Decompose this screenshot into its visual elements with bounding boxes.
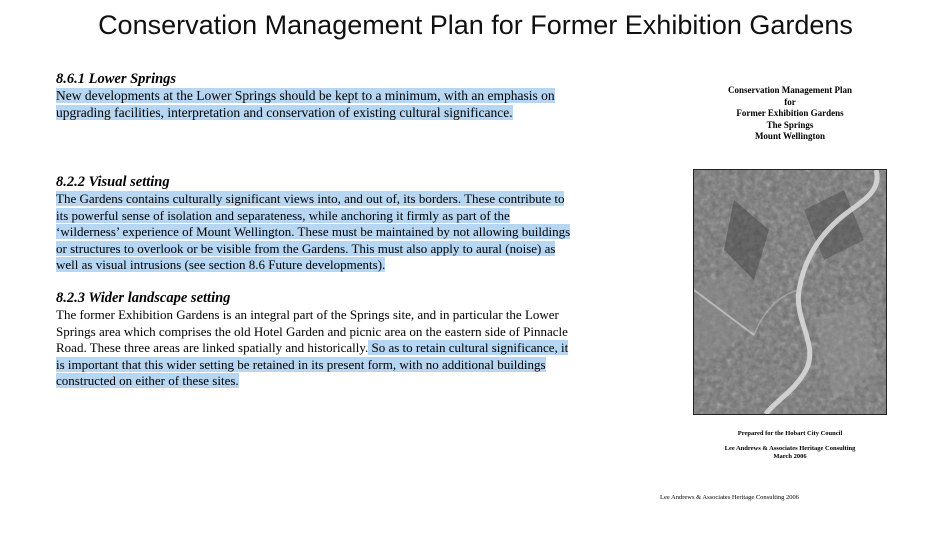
footer-credit: Lee Andrews & Associates Heritage Consulting 2006 [660,494,800,501]
highlighted-text[interactable]: The Gardens contains culturally significant views into, and out of, its borders. These contribute to [56,191,565,206]
highlighted-text[interactable]: or structures to overlook or be visible from the Gardens. This must also apply to aural (noise) as [56,240,556,256]
section-heading: 8.2.2 Visual setting [56,174,170,190]
highlighted-text[interactable]: upgrading facilities, interpretation and conservation of existing cultural significance. [56,104,513,120]
highlighted-text[interactable]: its powerful sense of isolation and separateness, while anchoring it firmly as part of the [56,207,510,223]
highlighted-text[interactable]: So as to retain cultural significance, it [368,340,569,355]
aerial-photo [693,169,887,415]
section-lower-springs [56,71,626,121]
highlighted-text[interactable]: ‘wilderness’ experience of Mount Wellington. These must be maintained by not allowing buildings [56,224,571,239]
highlighted-text[interactable]: New developments at the Lower Springs should be kept to a minimum, with an emphasis on [56,88,555,103]
report-cover [690,85,890,460]
slide-title: Conservation Management Plan for Former Exhibition Gardens [98,10,853,40]
section-wider-landscape [56,290,626,390]
section-body [56,88,626,121]
cover-title [690,85,890,143]
body-text: Road. These three areas are linked spatially and historically. [56,340,369,355]
section-heading: 8.2.3 Wider landscape setting [56,290,231,306]
section-visual-setting [56,174,626,274]
cover-date: March 2006 [773,453,807,460]
cover-author [690,445,890,461]
cover-title-line: for [784,96,796,107]
aerial-photo-graphic [694,170,886,414]
highlighted-text[interactable]: constructed on either of these sites. [56,373,239,388]
section-body [56,191,626,274]
highlighted-text[interactable]: well as visual intrusions (see section 8.6 Future developments). [56,257,386,272]
cover-prepared-for: Prepared for the Hobart City Council [737,430,843,437]
cover-title-line: The Springs [766,119,814,130]
highlighted-text[interactable]: is important that this wider setting be retained in its present form, with no additional buildings [56,356,546,372]
cover-author-line: Lee Andrews & Associates Heritage Consulting [724,445,856,452]
body-text: The former Exhibition Gardens is an integral part of the Springs site, and in particular the Lower [56,307,559,322]
cover-title-line: Former Exhibition Gardens [736,108,844,118]
cover-title-line: Conservation Management Plan [728,85,852,95]
body-text: Springs area which comprises the old Hotel Garden and picnic area on the eastern side of Pinnacle [56,323,568,339]
section-body [56,307,626,390]
cover-title-line: Mount Wellington [754,131,826,141]
section-heading: 8.6.1 Lower Springs [56,71,177,87]
